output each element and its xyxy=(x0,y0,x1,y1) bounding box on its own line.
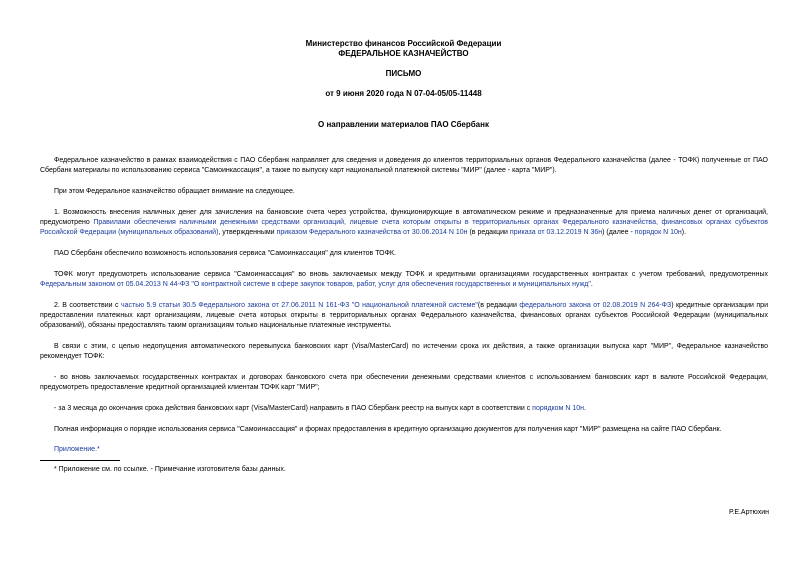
link-rules-cash[interactable]: Правилами обеспечения наличными денежными средствами организаций, лицевые счета которым открыты в территориальных органах Федерального казначейства, финансовых органах субъектов Российской Федерации (муниципальных образований) xyxy=(40,219,768,236)
appendix-link[interactable]: Приложение xyxy=(54,446,96,453)
document-type: ПИСЬМО xyxy=(385,69,422,78)
link-procedure-10n[interactable]: порядок N 10н xyxy=(634,229,682,236)
org-name-treasury: ФЕДЕРАЛЬНОЕ КАЗНАЧЕЙСТВО xyxy=(338,49,469,58)
document-body xyxy=(40,156,768,466)
appendix-line: Приложение.* xyxy=(54,446,100,453)
paragraph-2: При этом Федеральное казначейство обращает внимание на следующее. xyxy=(54,188,295,195)
document-date-number: от 9 июня 2020 года N 07-04-05/05-11448 xyxy=(325,89,482,98)
signature: Р.Е.Артюхин xyxy=(729,509,769,516)
org-name-ministry: Министерство финансов Российской Федерации xyxy=(305,39,502,48)
link-procedure-10n-2[interactable]: порядком N 10н xyxy=(532,405,584,412)
paragraph-4: ПАО Сбербанк обеспечило возможность использования сервиса "Самоинкассация" для клиентов ТОФК. xyxy=(54,250,396,257)
link-order-10n[interactable]: приказом Федерального казначейства от 30.06.2014 N 10н xyxy=(276,229,468,236)
paragraph-5: ТОФК могут предусмотреть использование сервиса "Самоинкассация" во вновь заключаемых между ТОФК и кредитными организациями государственных контрактах с учетом требований, предусмотренных Федеральным законом от 05.04.2013 N 44-ФЗ "О контрактной системе в сфере закупок товаров, работ, услуг для обеспечения государственных и муниципальных нужд". xyxy=(40,271,768,288)
paragraph-7: В связи с этим, с целью недопущения автоматического перевыпуска банковских карт (Visa/MasterCard) по истечении срока их действия, а также организации выпуска карт "МИР", Федеральное казначейство рекомендует ТОФК: xyxy=(40,343,768,360)
paragraph-6: 2. В соответствии с частью 5.9 статьи 30.5 Федерального закона от 27.06.2011 N 161-ФЗ "О национальной платежной системе"(в редакции федерального закона от 02.08.2019 N 264-ФЗ) кредитные организации при предоставлении платежных карт организациям, лицевые счета которых открыты в территориальных органах Федерального казначейства, финансовых органах субъектов Российской Федерации (муниципальных образований), обязаны предоставлять таким организациям только национальные платежные инструменты. xyxy=(40,302,768,329)
paragraph-9: - за 3 месяца до окончания срока действия банковских карт (Visa/MasterCard) направить в ПАО Сбербанк реестр на выпуск карт в соответствии с порядком N 10н. xyxy=(54,405,586,412)
link-order-36n[interactable]: приказа от 03.12.2019 N 36н xyxy=(509,229,603,236)
link-law-44fz[interactable]: Федеральным законом от 05.04.2013 N 44-ФЗ "О контрактной системе в сфере закупок товаров, работ, услуг для обеспечения государственных и муниципальных нужд" xyxy=(40,281,591,288)
document-title: О направлении материалов ПАО Сбербанк xyxy=(318,120,489,129)
link-law-264fz[interactable]: федерального закона от 02.08.2019 N 264-ФЗ xyxy=(519,302,672,309)
footnote-separator xyxy=(40,460,120,461)
footnote: * Приложение см. по ссылке. - Примечание изготовителя базы данных. xyxy=(54,466,286,473)
link-law-161fz[interactable]: частью 5.9 статьи 30.5 Федерального закона от 27.06.2011 N 161-ФЗ "О национальной платежной системе" xyxy=(120,302,478,309)
paragraph-8: - во вновь заключаемых государственных контрактах и договорах банковского счета при обеспечении денежными средствами клиентов с использованием банковских карт в валюте Российской Федерации, предусмотреть предоставление кредитной организацией клиентам ТОФК карт "МИР"; xyxy=(40,374,768,391)
paragraph-3: 1. Возможность внесения наличных денег для зачисления на банковские счета через устройства, функционирующие в автоматическом режиме и предназначенные для приема наличных денег от организаций, предусмотрено Правилами обеспечения наличными денежными средствами организаций, лицевые счета которым открыты в территориальных органах Федерального казначейства, финансовых органах субъектов Российской Федерации (муниципальных образований), утвержденными приказом Федерального казначейства от 30.06.2014 N 10н (в редакции приказа от 03.12.2019 N 36н) (далее - порядок N 10н). xyxy=(40,209,768,236)
paragraph-10: Полная информация о порядке использования сервиса "Самоинкассация" и формах предоставления в кредитную организацию документов для получения карт "МИР" размещена на сайте ПАО Сбербанк. xyxy=(54,426,722,433)
paragraph-1: Федеральное казначейство в рамках взаимодействия с ПАО Сбербанк направляет для сведения и доведения до клиентов территориальных органов Федерального казначейства (далее - ТОФК) полученные от ПАО Сбербанк материалы по использованию сервиса "Самоинкассация", а также по выпуску карт национальной платежной системы "МИР" (далее - карта "МИР"). xyxy=(40,157,768,174)
